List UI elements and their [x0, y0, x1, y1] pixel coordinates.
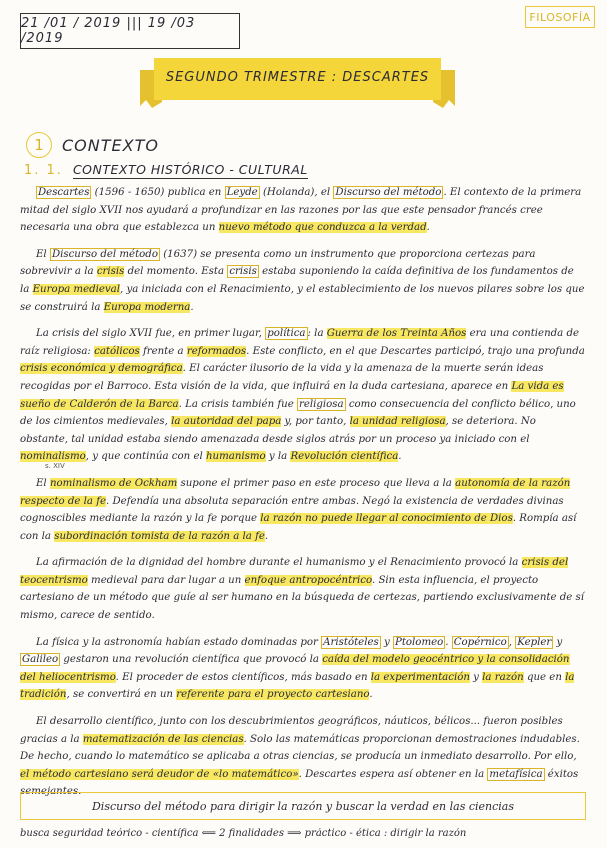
text: La afirmación de la dignidad del hombre durante el humanismo y el Renacimiento provocó la — [36, 557, 522, 569]
text: La crisis del siglo XVII fue, en primer lugar, — [36, 328, 266, 340]
discurso-full-title: Discurso del método para dirigir la razón y buscar la verdad en las ciencias — [91, 799, 515, 813]
text: , ya iniciada con el Renacimiento, y el establecimiento de los nuevos pilares sobre los que se construirá la — [20, 283, 585, 313]
highlight-metodo-deudor: el método cartesiano será deudor de «lo matemático» — [20, 768, 299, 780]
text: (Holanda), el — [259, 187, 334, 198]
text: del momento. Esta — [124, 266, 228, 278]
text: , se convertirá en un — [66, 689, 177, 701]
term-ptolomeo: Ptolomeo — [394, 636, 444, 648]
margin-note: s. XIV — [45, 462, 65, 470]
notes-body — [20, 184, 586, 810]
highlight-nominalismo: nominalismo — [20, 451, 86, 463]
text: . Descartes espera así obtener en la — [298, 768, 488, 780]
text: . La crisis también fue — [178, 398, 297, 410]
highlight-razon-no-puede: la razón no puede llegar al conocimiento de Dios — [260, 513, 513, 525]
term-kepler: Kepler — [517, 636, 552, 648]
banner-title: SEGUNDO TRIMESTRE : DESCARTES — [165, 70, 430, 85]
term-crisis: crisis — [229, 266, 257, 278]
highlight-ockham: nominalismo de Ockham — [49, 477, 178, 489]
highlight-humanismo: humanismo — [205, 451, 266, 463]
text: (1637) se presenta como un instrumento que proporciona certezas para sobrevivir a la — [20, 248, 536, 278]
text: : la — [307, 328, 327, 340]
highlight-europa-moderna: Europa moderna — [103, 301, 191, 313]
text: . — [398, 451, 402, 463]
term-copernico: Copérnico — [453, 636, 507, 648]
highlight-nuevo-metodo: nuevo método que conduzca a la verdad — [218, 222, 427, 234]
text: como consecuencia del conflicto bélico, uno de los cimientos medievales, — [20, 398, 576, 428]
term-leyde: Leyde — [226, 187, 258, 198]
date-range-box — [20, 13, 240, 49]
highlight-catolicos: católicos — [94, 345, 140, 357]
finalidades-line: busca seguridad teórico - científica ⟸ 2 finalidades ⟹ práctico - ética : dirigir la razón — [20, 828, 467, 839]
section-title: CONTEXTO — [62, 135, 159, 155]
term-religiosa: religiosa — [298, 398, 344, 410]
subject-label: FILOSOFÍA — [529, 10, 591, 24]
text: . — [445, 636, 452, 648]
text: y la — [265, 451, 291, 463]
paragraph-matematizacion — [20, 713, 586, 801]
highlight-subordinacion-tomista: subordinación tomista de la razón a la fe — [54, 530, 265, 542]
text: supone el primer paso en este proceso que lleva a la — [177, 477, 456, 489]
text: . Solo las matemáticas proporcionan demostraciones indudables. De hecho, cuando lo matemático se aplicaba a otras ciencias, se producía un inmediato desarrollo. Por ello, — [20, 733, 580, 763]
highlight-autonomia-razon: autonomía de la razón respecto de la fe — [20, 477, 571, 507]
highlight-reformados: reformados — [186, 345, 247, 357]
text: y — [380, 636, 393, 648]
highlight-vida-es-sueno: La vida es sueño de Calderón de la Barca — [20, 380, 564, 410]
text: era una contienda de raíz religiosa: — [20, 328, 580, 357]
text: . El proceder de estos científicos, más basado en — [115, 671, 371, 683]
text: El — [36, 477, 50, 489]
text: estaba suponiendo la caída definitiva de los fundamentos de la — [20, 266, 574, 295]
text: (1596 - 1650) publica en — [91, 187, 225, 198]
term-descartes: Descartes — [38, 187, 90, 198]
highlight-revolucion-cientifica: Revolución científica — [290, 451, 399, 463]
highlight-crisis: crisis — [96, 266, 125, 278]
highlight-matematizacion: matematización de las ciencias — [82, 733, 244, 745]
text: que en — [523, 671, 566, 683]
paragraph-crisis-siglo-xvii — [20, 325, 586, 466]
highlight-caida-geocentrico: caída del modelo geocéntrico y la consolidación del heliocentrismo — [20, 654, 570, 683]
term-discurso: Discurso del método — [51, 248, 158, 260]
paragraph-ockham — [20, 475, 586, 545]
highlight-antropocentrico: enfoque antropocéntrico — [244, 574, 372, 586]
highlight-guerra: Guerra de los Treinta Años — [326, 328, 467, 340]
text: . Rompía así con la — [20, 513, 577, 542]
subject-label-box — [525, 6, 595, 28]
discurso-title-box — [20, 792, 586, 820]
text: El — [36, 248, 50, 260]
term-discurso: Discurso del método — [335, 187, 442, 198]
text: . — [426, 222, 430, 234]
text: La física y la astronomía habían estado dominadas por — [36, 636, 322, 648]
text: y — [469, 671, 483, 683]
highlight-referente: referente para el proyecto cartesiano — [176, 689, 370, 701]
paragraph-humanismo — [20, 554, 586, 624]
text: El desarrollo científico, junto con los descubrimientos geográficos, náuticos, bélicos... fueron posibles gracias a la — [20, 716, 563, 745]
text: , — [508, 636, 516, 648]
paragraph-descartes-intro — [20, 184, 586, 237]
text: y — [553, 636, 563, 648]
text: medieval para dar lugar a un — [87, 574, 245, 586]
section-heading — [26, 130, 159, 160]
text: , y que continúa con el — [85, 451, 206, 463]
subsection-title: CONTEXTO HISTÓRICO - CULTURAL — [72, 162, 308, 177]
term-politica: política — [267, 328, 306, 340]
text: gestaron una revolución científica que provocó la — [60, 654, 323, 666]
term-galileo: Galileo — [22, 654, 59, 666]
section-number-circle: 1 — [26, 132, 52, 158]
highlight-europa-medieval: Europa medieval — [32, 283, 120, 295]
text: . — [369, 689, 373, 701]
text: . Defendía una absoluta separación entre ambas. Negó la existencia de verdades divinas cognoscibles mediante la razón y la fe porque — [20, 495, 564, 525]
term-aristoteles: Aristóteles — [323, 636, 379, 648]
subsection-heading — [24, 162, 308, 179]
highlight-experimentacion: la experimentación — [370, 671, 470, 683]
date-range: 21 /01 / 2019 ||| 19 /03 /2019 — [21, 16, 196, 46]
paragraph-revolucion-cientifica — [20, 634, 586, 704]
highlight-razon: la razón — [482, 671, 524, 683]
term-metafisica: metafísica — [489, 768, 543, 780]
paragraph-discurso-crisis — [20, 246, 586, 316]
text: . — [264, 530, 269, 542]
subsection-number: 1. 1. — [24, 163, 63, 178]
highlight-autoridad-papa: la autoridad del papa — [171, 416, 282, 428]
text: . El contexto de la primera mitad del siglo XVII nos ayudará a profundizar en las razones por las que este pensador francés cree necesaria una obra que establezca un — [20, 187, 582, 234]
title-banner — [140, 56, 455, 108]
text: , se deteriora. No obstante, tal unidad estaba siendo amenazada desde siglos atrás por un proceso ya iniciado con el — [20, 416, 536, 445]
highlight-crisis-economica: crisis económica y demográfica — [20, 363, 183, 375]
text: . Este conflicto, en el que Descartes participó, trajo una profunda — [246, 345, 585, 357]
text: . El carácter ilusorio de la vida y la amenaza de la muerte serán ideas recogidas por el Barroco. Esta visión de la vida, que influirá en la duda cartesiana, aparece en — [20, 363, 544, 392]
highlight-crisis-teocentrismo: crisis del teocentrismo — [20, 557, 569, 586]
text: y, por tanto, — [281, 416, 350, 428]
highlight-tradicion: la tradición — [20, 671, 575, 701]
highlight-unidad-religiosa: la unidad religiosa — [349, 416, 446, 428]
text: frente a — [139, 345, 187, 357]
text: . Sin esta influencia, el proyecto cartesiano de un método que guíe al ser humano en la búsqueda de certezas, partiendo exclusivamente de sí mismo, carece de sentido. — [20, 574, 585, 622]
text: éxitos semejantes. — [20, 768, 579, 798]
text: . — [190, 301, 194, 313]
